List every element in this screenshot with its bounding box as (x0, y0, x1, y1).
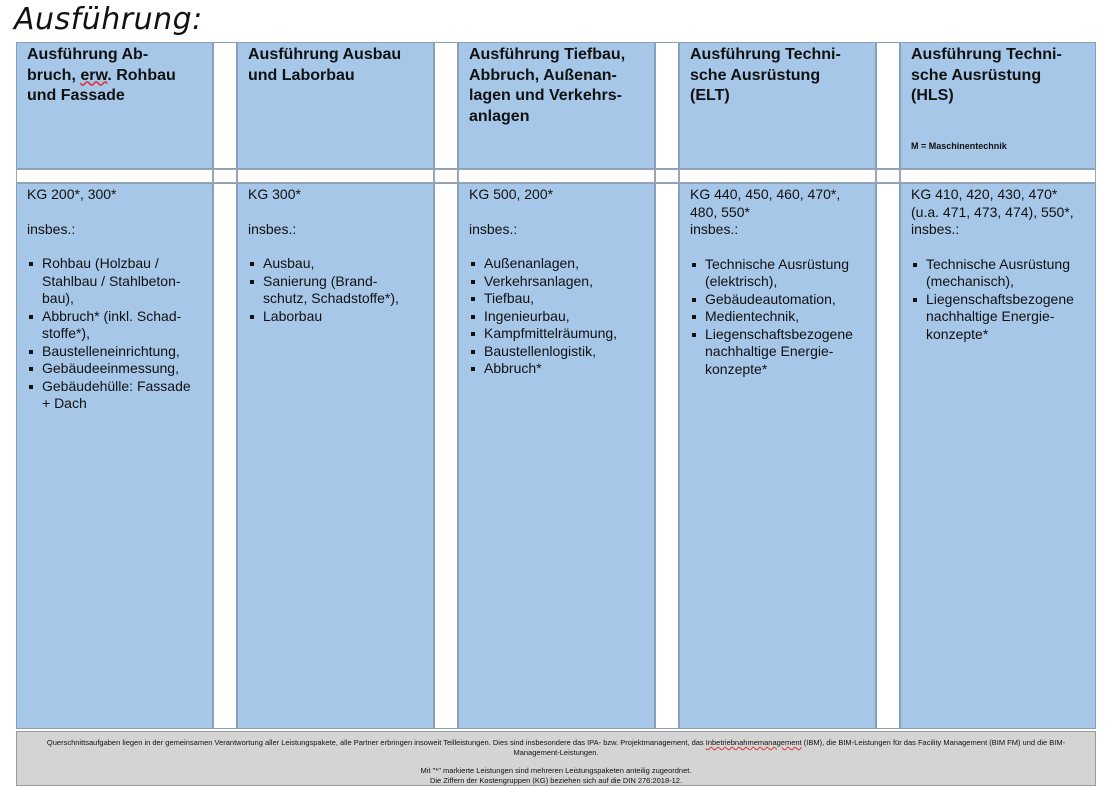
column-separator (655, 183, 679, 729)
column-separator (434, 183, 458, 729)
column-spacer (679, 169, 876, 183)
title-line: (HLS) (911, 87, 954, 104)
list-item: Kampfmittelräumung, (469, 325, 644, 343)
item-list (690, 256, 865, 379)
column-header-ausbau-laborbau (237, 42, 434, 169)
footer-note (16, 731, 1096, 786)
column-header-tiefbau (458, 42, 655, 169)
list-item: Technische Ausrüstung (mechanisch), (911, 256, 1085, 291)
column-spacer (900, 169, 1096, 183)
kg-line: KG 440, 450, 460, 470*, 480, 550* (690, 186, 841, 220)
list-item: Liegenschaftsbezogene nachhaltige Energie- konzepte* (911, 291, 1085, 344)
column-spacer (458, 169, 655, 183)
footer-line-3: Die Ziffern der Kostengruppen (KG) beziehen sich auf die DIN 276:2018-12. (429, 776, 683, 785)
column-title (911, 45, 1085, 107)
column-spacer (213, 169, 237, 183)
column-spacer (434, 169, 458, 183)
list-item: Laborbau (248, 308, 423, 326)
insbes-label: insbes.: (690, 221, 739, 237)
kg-line: KG 200*, 300* (27, 186, 117, 202)
footer-line-2: Mit "*" markierte Leistungen sind mehreren Leistungspaketen anteilig zugeordnet. (420, 766, 692, 775)
list-item: Gebäudehülle: Fassade + Dach (27, 378, 202, 413)
list-item: Abbruch* (469, 360, 644, 378)
column-title (469, 45, 644, 127)
column-separator (655, 42, 679, 169)
title-line: Ausführung Tiefbau, (469, 46, 626, 63)
column-title (248, 45, 423, 86)
insbes-label: insbes.: (911, 221, 960, 237)
footer-line-1: Querschnittsaufgaben liegen in der gemeinsamen Verantwortung aller Leistungspakete, alle Partner erbringen insoweit Teilleistungen. Dies sind insbesondere das IPA- bzw. Projektmanagement, das Inbetriebnahmemanagement (IBM), die BIM-Leistungen für das Facility Management (BIM FM) und die BIM-Management-Leistungen. (46, 738, 1066, 757)
title-line: (ELT) (690, 87, 730, 104)
title-line: und Fassade (27, 87, 125, 104)
title-line: sche Ausrüstung (911, 66, 1042, 84)
column-body-elt (679, 183, 876, 729)
title-line: Ausführung Techni- (911, 46, 1062, 63)
column-body-tiefbau (458, 183, 655, 729)
column-separator (213, 183, 237, 729)
column-spacer (876, 169, 900, 183)
column-body-ausbau-laborbau (237, 183, 434, 729)
list-item: Tiefbau, (469, 290, 644, 308)
list-item: Baustelleneinrichtung, (27, 343, 202, 361)
title-line: anlagen (469, 107, 530, 125)
title-line: und Laborbau (248, 66, 355, 84)
column-header-abbruch-rohbau (16, 42, 213, 169)
list-item: Baustellenlogistik, (469, 343, 644, 361)
kg-line: KG 410, 420, 430, 470* (u.a. 471, 473, 474), 550*, (911, 186, 1074, 220)
column-separator (213, 42, 237, 169)
column-spacer (655, 169, 679, 183)
column-separator (434, 42, 458, 169)
list-item: Ausbau, (248, 255, 423, 273)
item-list (27, 255, 202, 413)
title-line: Abbruch, Außenan- (469, 66, 617, 84)
column-header-hls (900, 42, 1096, 169)
title-line: Ausführung Techni- (690, 46, 841, 63)
column-title (27, 45, 202, 107)
column-separator (876, 183, 900, 729)
kg-line: KG 300* (248, 186, 301, 202)
list-item: Verkehrsanlagen, (469, 273, 644, 291)
list-item: Ingenieurbau, (469, 308, 644, 326)
item-list (911, 256, 1085, 344)
list-item: Abbruch* (inkl. Schad- stoffe*), (27, 308, 202, 343)
insbes-label: insbes.: (469, 220, 518, 237)
list-item: Medientechnik, (690, 308, 865, 326)
page-title: Ausführung: (14, 2, 203, 37)
list-item: Technische Ausrüstung (elektrisch), (690, 256, 865, 291)
column-title (690, 45, 865, 107)
column-header-elt (679, 42, 876, 169)
insbes-label: insbes.: (27, 220, 76, 237)
spellcheck-word: Inbetriebnahmemanagement (705, 738, 802, 747)
title-line: Ausführung Ab- (27, 46, 149, 63)
list-item: Liegenschaftsbezogene nachhaltige Energie- konzepte* (690, 326, 865, 379)
column-spacer (237, 169, 434, 183)
column-body-abbruch-rohbau (16, 183, 213, 729)
list-item: Außenanlagen, (469, 255, 644, 273)
column-body-hls (900, 183, 1096, 729)
kg-line: KG 500, 200* (469, 186, 554, 202)
title-line: bruch, erw. Rohbau (27, 66, 176, 84)
list-item: Rohbau (Holzbau / Stahlbau / Stahlbeton- bau), (27, 255, 202, 308)
spellcheck-word: erw (80, 66, 108, 84)
title-line: sche Ausrüstung (690, 66, 821, 84)
item-list (469, 255, 644, 378)
list-item: Gebäudeautomation, (690, 291, 865, 309)
column-spacer (16, 169, 213, 183)
title-line: Ausführung Ausbau (248, 46, 402, 63)
title-line: lagen und Verkehrs- (469, 87, 622, 104)
item-list (248, 255, 423, 325)
header-note: M = Maschinentechnik (911, 141, 1007, 151)
column-separator (876, 42, 900, 169)
insbes-label: insbes.: (248, 220, 297, 237)
list-item: Gebäudeeinmessung, (27, 360, 202, 378)
list-item: Sanierung (Brand- schutz, Schadstoffe*), (248, 273, 423, 308)
